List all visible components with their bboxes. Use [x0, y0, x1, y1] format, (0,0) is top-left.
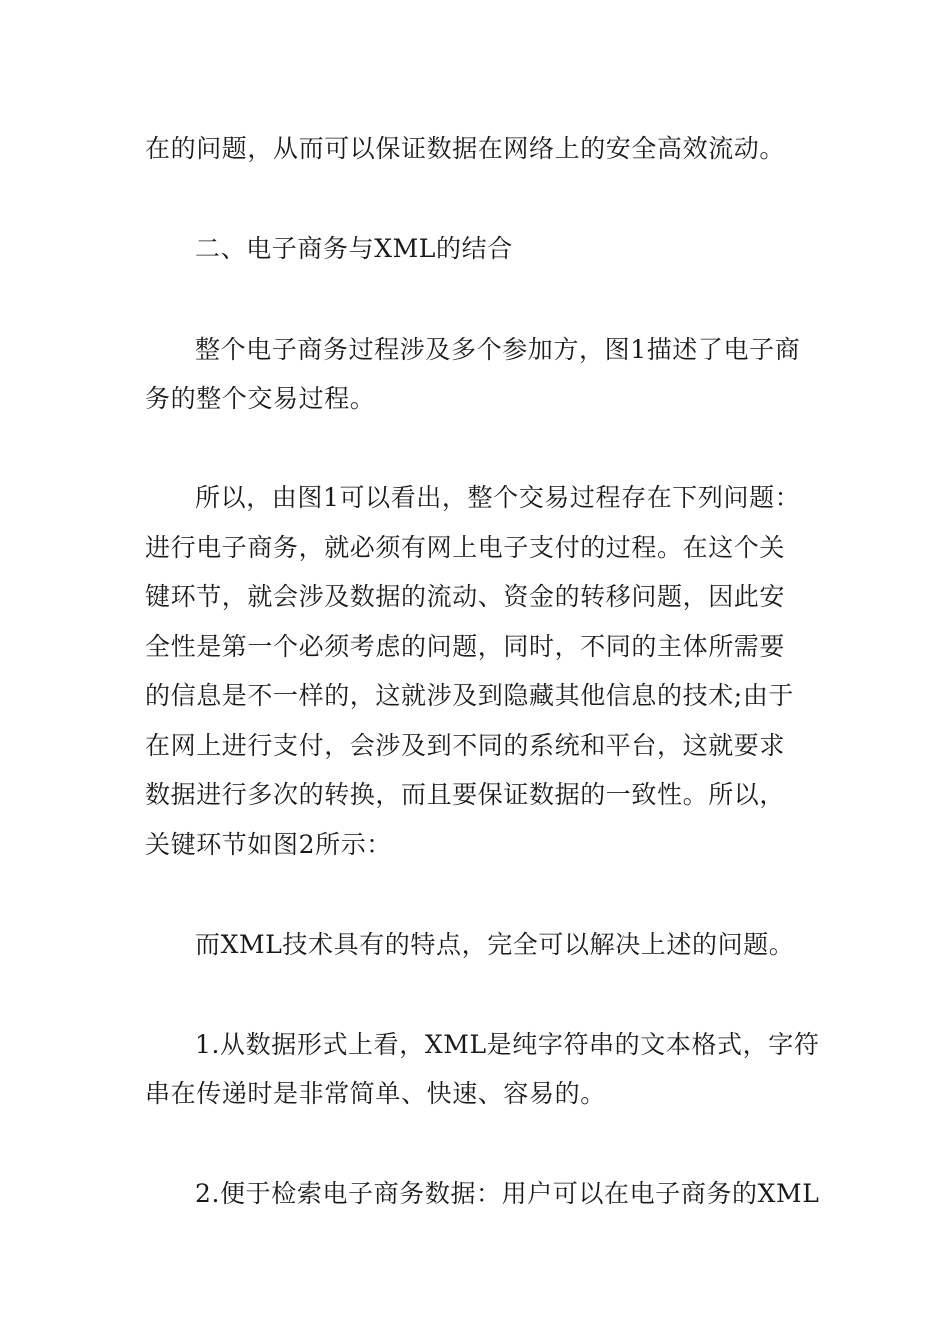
text-line: 键环节，就会涉及数据的流动、资金的转移问题，因此安 [145, 582, 786, 611]
text-line: 所以，由图1可以看出，整个交易过程存在下列问题： [195, 483, 801, 512]
text-line: 全性是第一个必须考虑的问题，同时，不同的主体所需要 [145, 632, 786, 661]
text-line: 的信息是不一样的，这就涉及到隐藏其他信息的技术;由于 [145, 681, 795, 710]
text-line: 2.便于检索电子商务数据：用户可以在电子商务的XML [195, 1179, 820, 1208]
text-line: 进行电子商务，就必须有网上电子支付的过程。在这个关 [145, 533, 786, 562]
text-line: 关键环节如图2所示： [145, 830, 392, 859]
text-line: 串在传递时是非常简单、快速、容易的。 [145, 1079, 606, 1108]
text-line: 而XML技术具有的特点，完全可以解决上述的问题。 [195, 930, 795, 959]
section-heading: 二、电子商务与XML的结合 [195, 234, 513, 263]
text-line: 务的整个交易过程。 [145, 384, 376, 413]
text-line: 在网上进行支付，会涉及到不同的系统和平台，这就要求 [145, 731, 786, 760]
text-line: 数据进行多次的转换，而且要保证数据的一致性。所以， [145, 780, 786, 809]
text-line: 整个电子商务过程涉及多个参加方，图1描述了电子商 [195, 335, 801, 364]
text-line: 1.从数据形式上看，XML是纯字符串的文本格式，字符 [195, 1030, 820, 1059]
text-line: 在的问题，从而可以保证数据在网络上的安全高效流动。 [145, 134, 786, 163]
